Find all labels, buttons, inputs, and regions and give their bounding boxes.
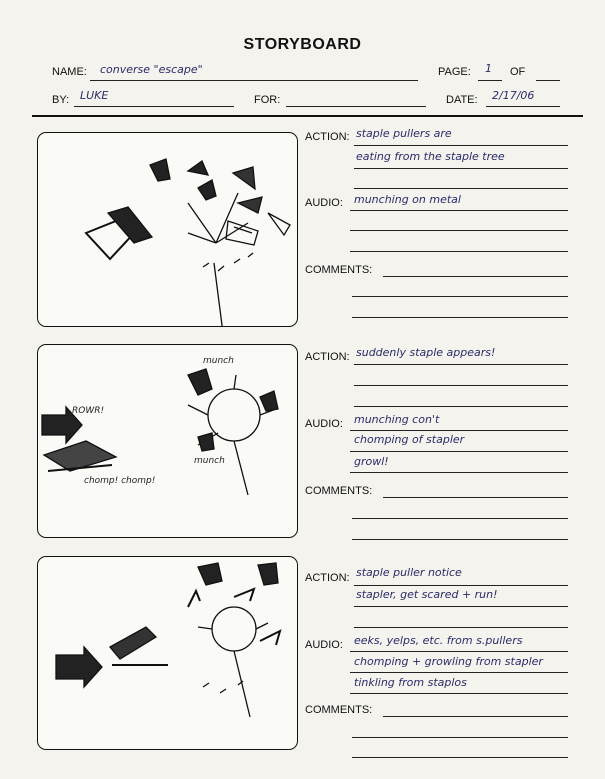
panel-3-comments-line-2[interactable] xyxy=(352,737,568,738)
sketch-sfx-rowr: ROWR! xyxy=(72,406,105,416)
panel-1-audio-label: AUDIO: xyxy=(305,197,343,209)
panel-2-comments-line-3[interactable] xyxy=(352,539,568,540)
panel-1-audio-text-1: munching on metal xyxy=(354,193,461,206)
panel-2-audio-line-3[interactable] xyxy=(350,472,568,473)
panel-3-comments-label: COMMENTS: xyxy=(305,704,373,716)
panel-1-comments-line-1[interactable] xyxy=(383,276,568,277)
for-field-line[interactable] xyxy=(286,106,426,107)
sketch-stapler-appears xyxy=(38,345,297,537)
panel-2-action-line-2[interactable] xyxy=(354,385,568,386)
panel-1-comments-line-2[interactable] xyxy=(352,296,568,297)
panel-2-comments-line-1[interactable] xyxy=(383,497,568,498)
of-label: OF xyxy=(510,66,526,78)
date-field-line[interactable] xyxy=(486,106,560,107)
page-field-line[interactable] xyxy=(478,80,502,81)
name-value: converse "escape" xyxy=(100,63,203,76)
panel-3-audio-line-1[interactable] xyxy=(350,651,568,652)
panel-1-action-line-2[interactable] xyxy=(354,168,568,169)
panel-3-comments-line-3[interactable] xyxy=(352,757,568,758)
panel-3-audio-line-2[interactable] xyxy=(350,672,568,673)
panel-3-action-line-1[interactable] xyxy=(354,585,568,586)
panel-3-action-text-1: staple puller notice xyxy=(356,566,462,579)
panel-2-action-line-3[interactable] xyxy=(354,406,568,407)
panel-1-audio-line-2[interactable] xyxy=(350,230,568,231)
panel-3-comments-line-1[interactable] xyxy=(383,716,568,717)
page-title: STORYBOARD xyxy=(243,36,362,53)
panel-3-action-line-3[interactable] xyxy=(354,627,568,628)
panel-2-comments-line-2[interactable] xyxy=(352,518,568,519)
panel-3-action-text-2: stapler, get scared + run! xyxy=(356,588,498,601)
panel-2-audio-line-2[interactable] xyxy=(350,451,568,452)
panel-2-audio-label: AUDIO: xyxy=(305,418,343,430)
storyboard-frame-2 xyxy=(37,344,298,538)
name-field-line[interactable] xyxy=(90,80,418,81)
panel-2-audio-line-1[interactable] xyxy=(350,430,568,431)
page-label: PAGE: xyxy=(438,66,471,78)
panel-1-comments-label: COMMENTS: xyxy=(305,264,373,276)
by-field-line[interactable] xyxy=(74,106,234,107)
storyboard-frame-3 xyxy=(37,556,298,750)
by-label: BY: xyxy=(52,94,70,106)
panel-2-action-label: ACTION: xyxy=(305,351,350,363)
sketch-sfx-chomp: chomp! chomp! xyxy=(84,476,156,486)
date-label: DATE: xyxy=(446,94,478,106)
page-value: 1 xyxy=(485,62,492,75)
panel-3-action-label: ACTION: xyxy=(305,572,350,584)
panel-1-action-text-1: staple pullers are xyxy=(356,127,452,140)
panel-2-audio-text-3: growl! xyxy=(354,455,389,468)
panel-1-action-line-3[interactable] xyxy=(354,188,568,189)
date-value: 2/17/06 xyxy=(492,89,535,102)
panel-2-action-line-1[interactable] xyxy=(354,364,568,365)
of-field-line[interactable] xyxy=(536,80,560,81)
panel-1-audio-line-3[interactable] xyxy=(350,251,568,252)
panel-1-comments-line-3[interactable] xyxy=(352,317,568,318)
panel-2-audio-text-2: chomping of stapler xyxy=(354,433,465,446)
panel-3-audio-label: AUDIO: xyxy=(305,639,343,651)
panel-3-action-line-2[interactable] xyxy=(354,606,568,607)
for-label: FOR: xyxy=(254,94,281,106)
panel-2-comments-label: COMMENTS: xyxy=(305,485,373,497)
panel-3-audio-text-1: eeks, yelps, etc. from s.pullers xyxy=(354,634,523,647)
sketch-sfx-munch-top: munch xyxy=(203,356,234,366)
panel-1-action-line-1[interactable] xyxy=(354,145,568,146)
storyboard-frame-1 xyxy=(37,132,298,327)
sketch-sfx-munch-bottom: munch xyxy=(194,456,225,466)
name-label: NAME: xyxy=(52,66,87,78)
panel-2-action-text-1: suddenly staple appears! xyxy=(356,346,496,359)
by-value: LUKE xyxy=(80,89,109,102)
panel-1-action-label: ACTION: xyxy=(305,131,350,143)
panel-3-audio-text-2: chomping + growling from stapler xyxy=(354,655,543,668)
panel-1-action-text-2: eating from the staple tree xyxy=(356,150,505,163)
header-rule xyxy=(32,115,583,117)
sketch-staple-tree xyxy=(38,133,297,326)
panel-3-audio-line-3[interactable] xyxy=(350,693,568,694)
panel-1-audio-line-1[interactable] xyxy=(350,210,568,211)
sketch-pullers-flee xyxy=(38,557,297,749)
panel-2-audio-text-1: munching con't xyxy=(354,413,440,426)
panel-3-audio-text-3: tinkling from staplos xyxy=(354,676,467,689)
